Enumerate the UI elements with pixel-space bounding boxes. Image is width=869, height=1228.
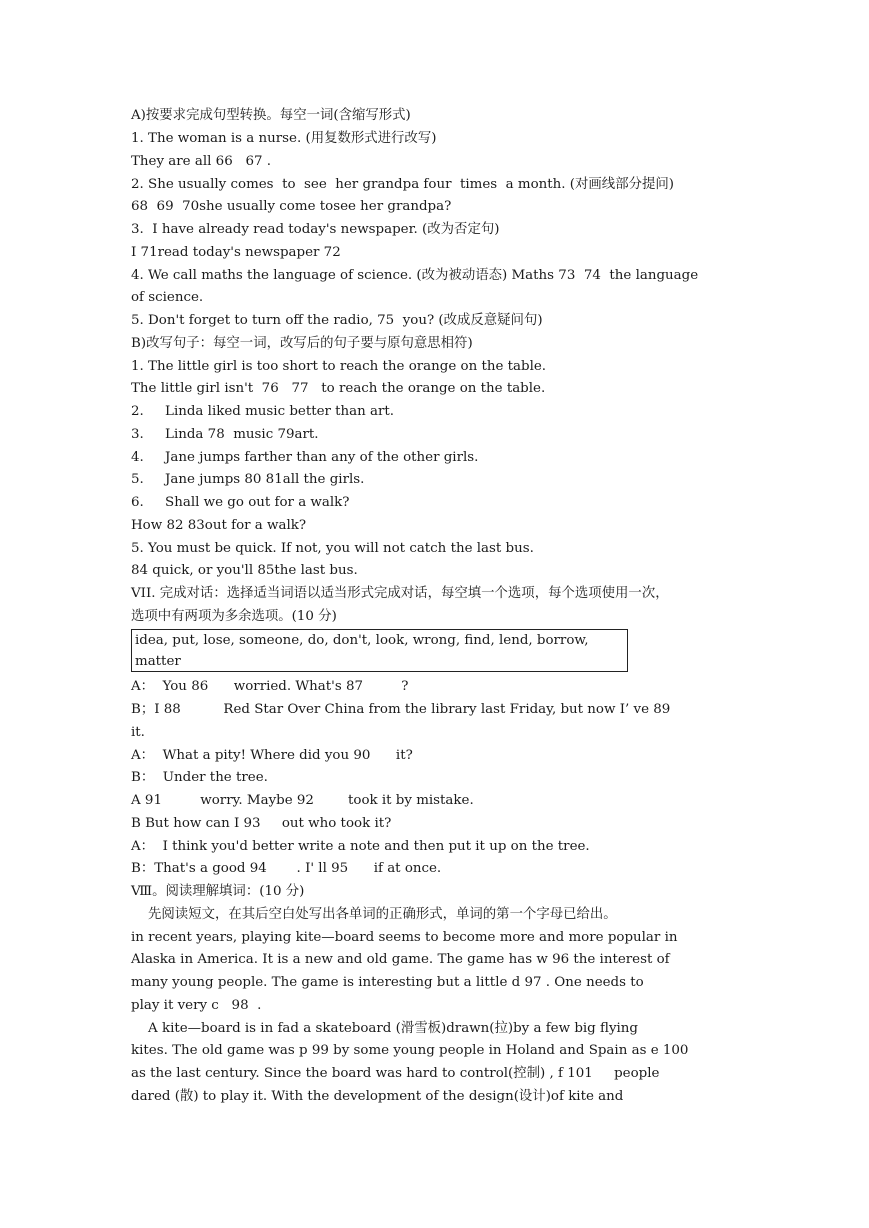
dialogue-line-1: A： You 86 worried. What's 87 ? [131, 679, 409, 694]
rewrite-6-answer: How 82 83out for a walk? [131, 518, 307, 533]
question-2: 2. She usually comes to see her grandpa four times a month. (对画线部分提问) [131, 177, 674, 192]
rewrite-3: 3. Linda 78 music 79art. [131, 427, 319, 442]
answer-line-3: I 71read today's newspaper 72 [131, 245, 341, 260]
dialogue-line-2: B；I 88 Red Star Over China from the library last Friday, but now I’ ve 89 [131, 702, 671, 717]
answer-line-2: 68 69 70she usually come tosee her grandpa? [131, 199, 452, 214]
rewrite-2: 2. Linda liked music better than art. [131, 404, 395, 419]
rewrite-7: 5. You must be quick. If not, you will not catch the last bus. [131, 541, 534, 556]
passage-line-4: play it very c 98 . [131, 998, 262, 1013]
dialogue-line-7: A： I think you'd better write a note and then put it up on the tree. [131, 839, 590, 854]
question-3: 3. I have already read today's newspaper. (改为否定句) [131, 222, 500, 237]
question-5: 5. Don't forget to turn off the radio, 75 you? (改成反意疑问句) [131, 313, 543, 328]
passage-line-3: many young people. The game is interesting but a little d 97 . One needs to [131, 975, 644, 990]
section-viii-heading: Ⅷ。阅读理解填词：(10 分) [131, 884, 305, 899]
word-bank-box [131, 629, 628, 672]
rewrite-7-answer: 84 quick, or you'll 85the last bus. [131, 563, 358, 578]
section-vii-heading: VII. 完成对话：选择适当词语以适当形式完成对话，每空填一个选项，每个选项使用一次， [131, 586, 669, 601]
passage-line-6: kites. The old game was p 99 by some young people in Holand and Spain as e 100 [131, 1043, 689, 1058]
passage-line-1: in recent years, playing kite—board seems to become more and more popular in [131, 930, 678, 945]
section-vii-heading-cont: 选项中有两项为多余选项。(10 分) [131, 609, 337, 624]
rewrite-1: 1. The little girl is too short to reach the orange on the table. [131, 359, 547, 374]
rewrite-4: 4. Jane jumps farther than any of the other girls. [131, 450, 479, 465]
dialogue-line-6: B But how can I 93 out who took it? [131, 816, 392, 831]
word-bank-line-1: idea, put, lose, someone, do, don't, look, wrong, find, lend, borrow, [135, 633, 589, 648]
dialogue-line-4: B： Under the tree. [131, 770, 268, 785]
rewrite-1-answer: The little girl isn't 76 77 to reach the orange on the table. [131, 381, 546, 396]
rewrite-6: 6. Shall we go out for a walk? [131, 495, 350, 510]
passage-line-5: A kite—board is in fad a skateboard (滑雪板)drawn(拉)by a few big flying [131, 1021, 638, 1036]
dialogue-line-8: B：That's a good 94 . I' ll 95 if at once. [131, 861, 442, 876]
question-4: 4. We call maths the language of science. (改为被动语态) Maths 73 74 the language [131, 268, 699, 283]
section-b-heading: B)改写句子：每空一词，改写后的句子要与原句意思相符) [131, 336, 473, 351]
dialogue-line-3: A： What a pity! Where did you 90 it? [131, 748, 413, 763]
passage-line-7: as the last century. Since the board was hard to control(控制) , f 101 people [131, 1066, 660, 1081]
answer-line-1: They are all 66 67 . [131, 154, 272, 169]
section-viii-instructions: 先阅读短文，在其后空白处写出各单词的正确形式，单词的第一个字母已给出。 [131, 907, 617, 922]
section-a-heading: A)按要求完成句型转换。每空一词(含缩写形式) [131, 108, 411, 123]
passage-line-8: dared (散) to play it. With the development of the design(设计)of kite and [131, 1089, 624, 1104]
rewrite-5: 5. Jane jumps 80 81all the girls. [131, 472, 365, 487]
question-1: 1. The woman is a nurse. (用复数形式进行改写) [131, 131, 437, 146]
question-4-cont: of science. [131, 290, 204, 305]
word-bank-line-2: matter [135, 654, 181, 669]
dialogue-line-5: A 91 worry. Maybe 92 took it by mistake. [131, 793, 474, 808]
dialogue-line-2-cont: it. [131, 725, 145, 740]
passage-line-2: Alaska in America. It is a new and old game. The game has w 96 the interest of [131, 952, 670, 967]
